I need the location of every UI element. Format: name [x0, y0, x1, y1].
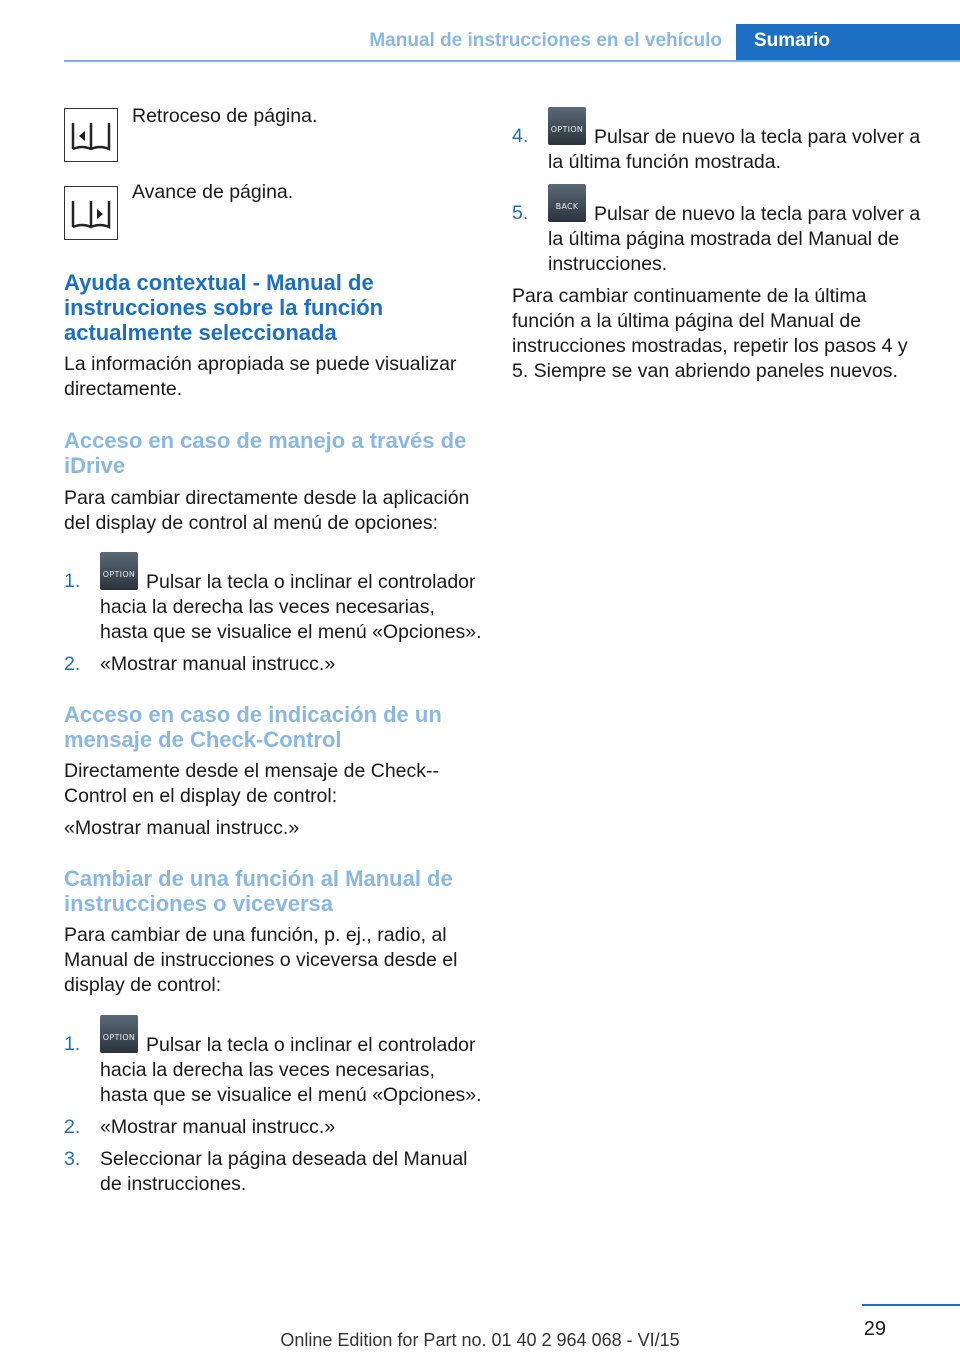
list-item [548, 184, 922, 277]
header-tab-sumario[interactable]: Sumario [736, 24, 960, 62]
step-number: 5. [512, 202, 529, 224]
list-item [100, 552, 484, 645]
section-title-idrive: Acceso en caso de manejo a través de iDrive [64, 428, 467, 478]
option-key-icon: OPTION [100, 552, 138, 590]
option-key-icon: OPTION [548, 107, 586, 145]
step-number: 2. [64, 1116, 81, 1138]
page-header [64, 24, 960, 62]
list-item: «Mostrar manual instrucc.» [100, 653, 336, 675]
page-forward-icon [64, 186, 118, 240]
section-title-check-control: Acceso en caso de indicación de un mensaje de Check-Control [64, 702, 442, 752]
back-key-icon: BACK [548, 184, 586, 222]
step-text: Pulsar la tecla o inclinar el controlador hacia la derecha las veces necesarias, hasta que se visualice el menú «Opciones». [100, 1034, 482, 1106]
step-text: Pulsar de nuevo la tecla para volver a la última función mostrada. [548, 126, 921, 173]
page-forward-label: Avance de página. [132, 181, 294, 203]
closing-paragraph: Para cambiar continuamente de la última función a la última página del Manual de instrucciones mostradas, repetir los pasos 4 y 5. Siempre se van abriendo paneles nuevos. [512, 285, 908, 382]
page-back-label: Retroceso de página. [132, 105, 318, 127]
section-body-contextual: La información apropiada se puede visualizar directamente. [64, 353, 457, 400]
idrive-steps-list [64, 552, 484, 682]
step-number: 1. [64, 570, 81, 592]
step-number: 1. [64, 1033, 81, 1055]
page-back-icon [64, 108, 118, 162]
step-number: 2. [64, 653, 81, 675]
section-body-idrive: Para cambiar directamente desde la aplicación del display de control al menú de opciones: [64, 487, 470, 534]
section-title-contextual: Ayuda contextual - Manual de instrucciones sobre la función actualmente seleccionada [64, 270, 384, 345]
page-number: 29 [863, 1318, 886, 1340]
header-rule [64, 60, 960, 62]
list-item [548, 107, 922, 175]
section-body-switch: Para cambiar de una función, p. ej., radio, al Manual de instrucciones o viceversa desde el display de control: [64, 924, 458, 996]
option-key-icon: OPTION [100, 1015, 138, 1053]
list-item [100, 1015, 484, 1108]
section-title-switch: Cambiar de una función al Manual de instrucciones o viceversa [64, 866, 453, 916]
list-item: Seleccionar la página deseada del Manual de instrucciones. [100, 1148, 468, 1195]
section-body2-check-control: «Mostrar manual instrucc.» [64, 817, 300, 839]
step-number: 4. [512, 125, 529, 147]
header-section-title: Manual de instrucciones en el vehículo [369, 30, 722, 51]
step-text: Pulsar la tecla o inclinar el controlador hacia la derecha las veces necesarias, hasta que se visualice el menú «Opciones». [100, 571, 482, 643]
step-text: Pulsar de nuevo la tecla para volver a la última página mostrada del Manual de instrucciones. [548, 203, 921, 275]
section-body-check-control: Directamente desde el mensaje de Check--Control en el display de control: [64, 760, 440, 807]
switch-steps-list-left [64, 1015, 484, 1205]
switch-steps-list-right [512, 107, 922, 277]
footer-rule [862, 1304, 960, 1306]
edition-note: Online Edition for Part no. 01 40 2 964 068 - VI/15 [280, 1330, 680, 1350]
list-item: «Mostrar manual instrucc.» [100, 1116, 336, 1138]
step-number: 3. [64, 1148, 81, 1170]
